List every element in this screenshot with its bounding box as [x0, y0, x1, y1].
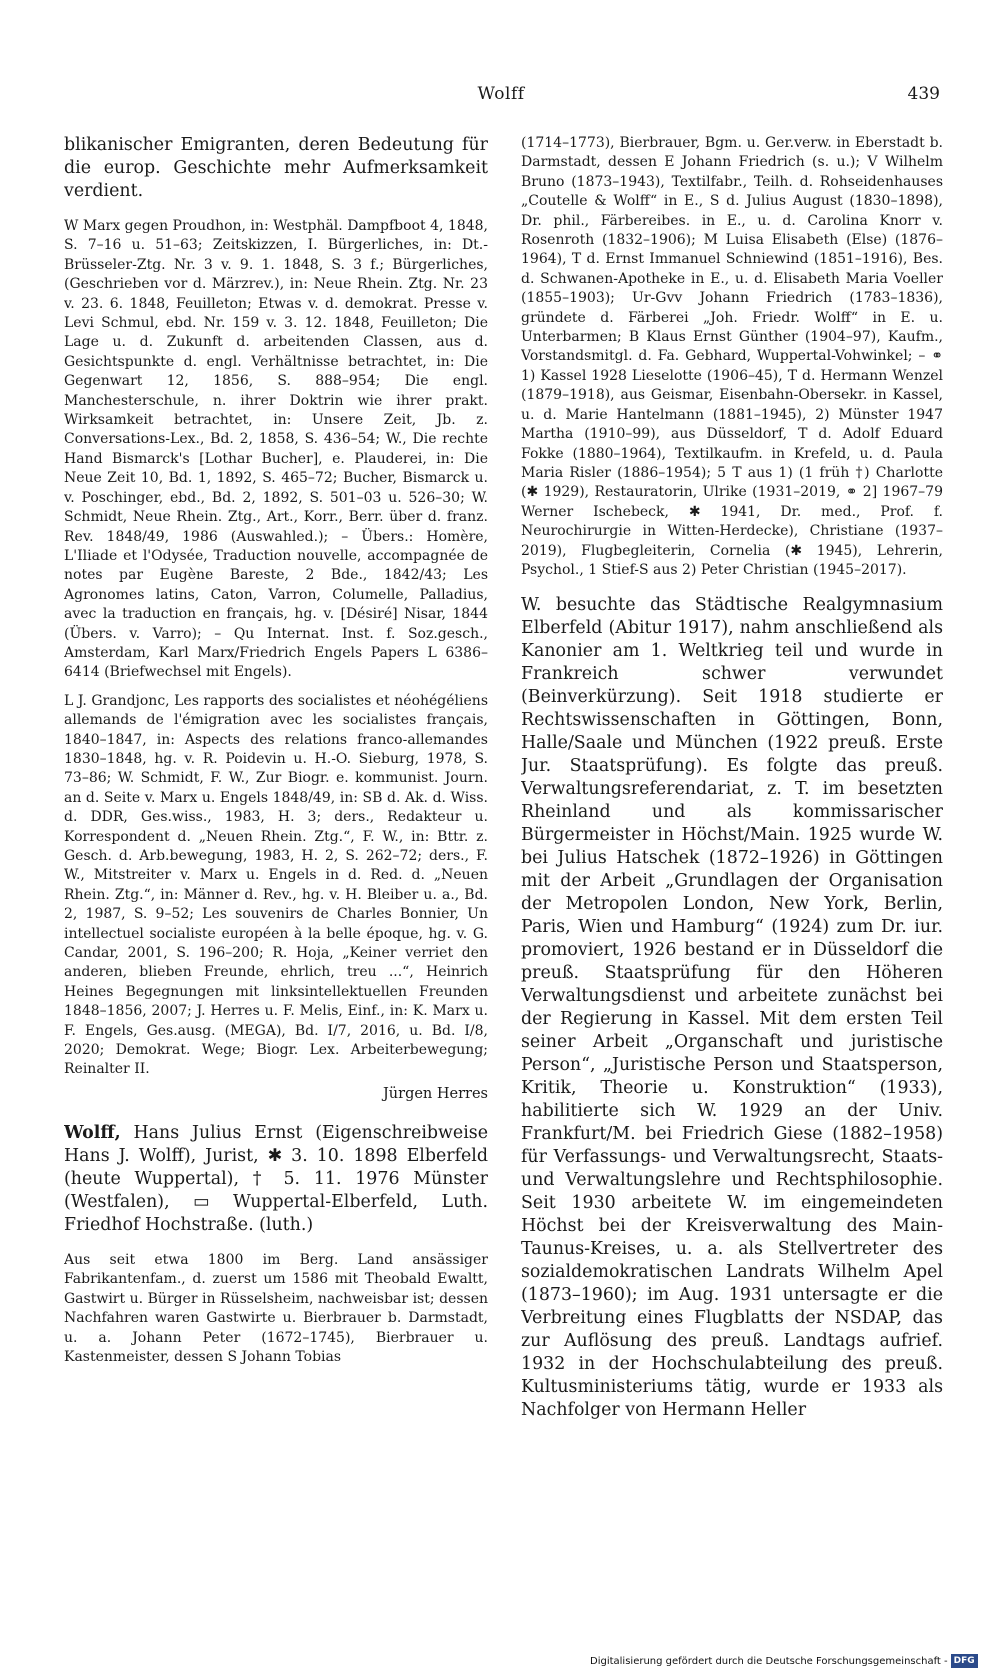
literature-section: L J. Grandjonc, Les rapports des socialistes et néohégéliens allemands de l'émigration avec les socialistes français, 1840–1847, in: Aspects des relations franco-allemandes 1830–1848, hg. v. R. Poidevin u. H.-O. Sieburg, 1978, S. 73–86; W. Schmidt, F. W., Zur Biogr. e. kommunist. Journ. an d. Seite v. Marx u. Engels 1848/49, in: SB d. Ak. d. Wiss. d. DDR, Ges.wiss., 1983, H. 3; ders., Redakteur u. Korrespondent d. „Neuen Rhein. Ztg.“, F. W., in: Bttr. z. Gesch. d. Arb.bewegung, 1983, H. 2, S. 262–72; ders., F. W., Mitstreiter v. Marx u. Engels in d. Red. d. „Neuen Rhein. Ztg.“, in: Männer d. Rev., hg. v. H. Bleiber u. a., Bd. 2, 1987, S. 9–52; Les souvenirs de Charles Bonnier, Un intellectuel socialiste européen à la belle époque, hg. v. G. Candar, 2001, S. 196–200; R. Hoja, „Keiner verriet den anderen, blieben Freunde, ehrlich, treu ...“, Heinrich Heines Begegnungen mit linksintellektuellen Freunden 1848–1856, 2007; J. Herres u. F. Melis, Einf., in: K. Marx u. F. Engels, Ges.ausg. (MEGA), Bd. I/7, 2016, u. Bd. I/8, 2020; Demokrat. Wege; Biogr. Lex. Arbeiterbewegung; Reinalter II. [64, 692, 488, 1078]
right-column [521, 134, 943, 1422]
lemma-details: Hans Julius Ernst (Eigenschreibweise Hans J. Wolff), Jurist, ✱ 3. 10. 1898 Elberfeld (heute Wuppertal), † 5. 11. 1976 Münster (Westfalen), ▭ Wuppertal-Elberfeld, Luth. Friedhof Hochstraße. (luth.) [64, 1122, 488, 1235]
article-author: Jürgen Herres [382, 1085, 488, 1102]
biography-text: W. besuchte das Städtische Realgymnasium Elberfeld (Abitur 1917), nahm anschließend als Kanonier am 1. Weltkrieg teil und wurde in Frankreich schwer verwundet (Beinverkürzung). Seit 1918 studierte er Rechtswissenschaften in Göttingen, Bonn, Halle/Saale und München (1922 preuß. Erste Jur. Staatsprüfung). Es folgte das preuß. Verwaltungsreferendariat, z. T. im besetzten Rheinland und als kommissarischer Bürgermeister in Höchst/Main. 1925 wurde W. bei Julius Hatschek (1872–1926) in Göttingen mit der Arbeit „Grundlagen der Organisation der Metropolen London, New York, Berlin, Paris, Wien und Hamburg“ (1924) zum Dr. iur. promoviert, 1926 bestand er in Düsseldorf die preuß. Staatsprüfung für den Höheren Verwaltungsdienst und arbeitete zunächst bei der Regierung in Kassel. Mit dem ersten Teil seiner Arbeit „Organschaft und juristische Person“, „Juristische Person und Staatsperson, Kritik, Theorie u. Konstruktion“ (1933), habilitierte sich W. 1929 an der Univ. Frankfurt/M. bei Friedrich Giese (1882–1958) für Verfassungs- und Verwaltungsrecht, Staats- und Verwaltungslehre und Rechtsphilosophie. Seit 1930 arbeitete W. im eingemeindeten Höchst bei der Kreisverwaltung des Main-Taunus-Kreises, u. a. als Stellvertreter des sozialdemokratischen Landrats Wilhelm Apel (1873–1960); im Aug. 1931 untersagte er die Verbreitung eines Flugblatts der NSDAP, das zur Auflösung des preuß. Landtags aufrief. 1932 in der Hochschulabteilung des preuß. Kultusministeriums tätig, wurde er 1933 als Nachfolger von Hermann Heller [521, 595, 943, 1421]
footer-credit [590, 1653, 998, 1671]
dfg-logo: DFG [951, 1654, 978, 1668]
lemma-name: Wolff, [64, 1122, 121, 1143]
page-number: 439 [907, 84, 940, 104]
footer-text: Digitalisierung gefördert durch die Deutsche Forschungsgemeinschaft - [590, 1656, 948, 1667]
running-head: Wolff [477, 84, 525, 104]
genealogy-section: Aus seit etwa 1800 im Berg. Land ansässiger Fabrikantenfam., d. zuerst um 1586 mit Theobald Ewaltt, Gastwirt u. Bürger in Rüsselsheim, nachweisbar ist; dessen Nachfahren waren Gastwirte u. Bierbrauer b. Darmstadt, u. a. Johann Peter (1672–1745), Bierbrauer u. Kastenmeister, dessen S Johann Tobias [64, 1251, 488, 1365]
page-header [62, 84, 940, 114]
works-section: W Marx gegen Proudhon, in: Westphäl. Dampfboot 4, 1848, S. 7–16 u. 51–63; Zeitskizzen, I. Bürgerliches, in: Dt.-Brüsseler-Ztg. Nr. 3 v. 9. 1. 1848, S. 3 f.; Bürgerliches, (Geschrieben vor d. Märzrev.), in: Neue Rhein. Ztg. Nr. 23 v. 23. 6. 1848, Feuilleton; Etwas v. d. demokrat. Presse v. Levi Schmul, ebd. Nr. 159 v. 3. 12. 1848, Feuilleton; Die Lage u. d. Zukunft d. arbeitenden Classen, aus d. Gesichtspunkte d. engl. Verhältnisse betrachtet, in: Die Gegenwart 12, 1856, S. 888–954; Die engl. Manchesterschule, n. ihrer Doktrin wie ihrer prakt. Wirksamkeit betrachtet, in: Unsere Zeit, Jb. z. Conversations-Lex., Bd. 2, 1858, S. 436–54; W., Die rechte Hand Bismarck's [Lothar Bucher], e. Plauderei, in: Die Neue Zeit 10, Bd. 1, 1892, S. 465–72; Bucher, Bismarck u. v. Poschinger, ebd., Bd. 2, 1892, S. 501–03 u. 526–30; W. Schmidt, Neue Rhein. Ztg., Art., Korr., Berr. über d. franz. Rev. 1848/49, 1986 (Auswahled.); – Übers.: Homère, L'Iliade et l'Odysée, Traduction nouvelle, accompagnée de notes par Eugène Bareste, 2 Bde., 1842/43; Les Agronomes latins, Caton, Varron, Columelle, Palladius, avec la traduction en français, hg. v. [Désiré] Nisar, 1844 (Übers. v. Varro); – Qu Internat. Inst. f. Soz.gesch., Amsterdam, Karl Marx/Friedrich Engels Papers L 6386–6414 (Briefwechsel mit Engels). [64, 218, 488, 681]
article-text-end: blikanischer Emigranten, deren Bedeutung für die europ. Geschichte mehr Aufmerksamkeit verdient. [64, 135, 488, 201]
genealogy-continued: (1714–1773), Bierbrauer, Bgm. u. Ger.verw. in Eberstadt b. Darmstadt, dessen E Johann Friedrich (s. u.); V Wilhelm Bruno (1873–1943), Textilfabr., Teilh. d. Rohseidenhauses „Coutelle & Wolff“ in E., S d. Julius August (1830–1898), Dr. phil., Färbereibes. in E., u. d. Carolina Knorr v. Rosenroth (1832–1906); M Luisa Elisabeth (Else) (1876–1964), T d. Ernst Immanuel Schniewind (1851–1916), Bes. d. Schwanen-Apotheke in E., u. d. Elisabeth Maria Voeller (1855–1903); Ur-Gvv Johann Friedrich (1783–1836), gründete d. Färberei „Joh. Friedr. Wolff“ in E. u. Unterbarmen; B Klaus Ernst Günther (1904–97), Kaufm., Vorstandsmitgl. d. Fa. Gebhard, Wuppertal-Vohwinkel; – ⚭ 1) Kassel 1928 Lieselotte (1906–45), T d. Hermann Wenzel (1879–1918), aus Geismar, Eisenbahn-Obersekr. in Kassel, u. d. Marie Hantelmann (1881–1945), 2) Münster 1947 Martha (1910–99), aus Düsseldorf, T d. Adolf Eduard Fokke (1880–1964), Textilkaufm. in Krefeld, u. d. Paula Maria Risler (1886–1954); 5 T aus 1) (1 früh †) Charlotte (✱ 1929), Restauratorin, Ulrike (1931–2019, ⚭ 2] 1967–79 Werner Ischebeck, ✱ 1941, Dr. med., Prof. f. Neurochirurgie in Witten-Herdecke), Christiane (1937–2019), Flugbegleiterin, Cornelia (✱ 1945), Lehrerin, Psychol., 1 Stief-S aus 2) Peter Christian (1945–2017). [521, 135, 943, 578]
lemma-heading [64, 1122, 488, 1237]
left-column [64, 134, 488, 1367]
